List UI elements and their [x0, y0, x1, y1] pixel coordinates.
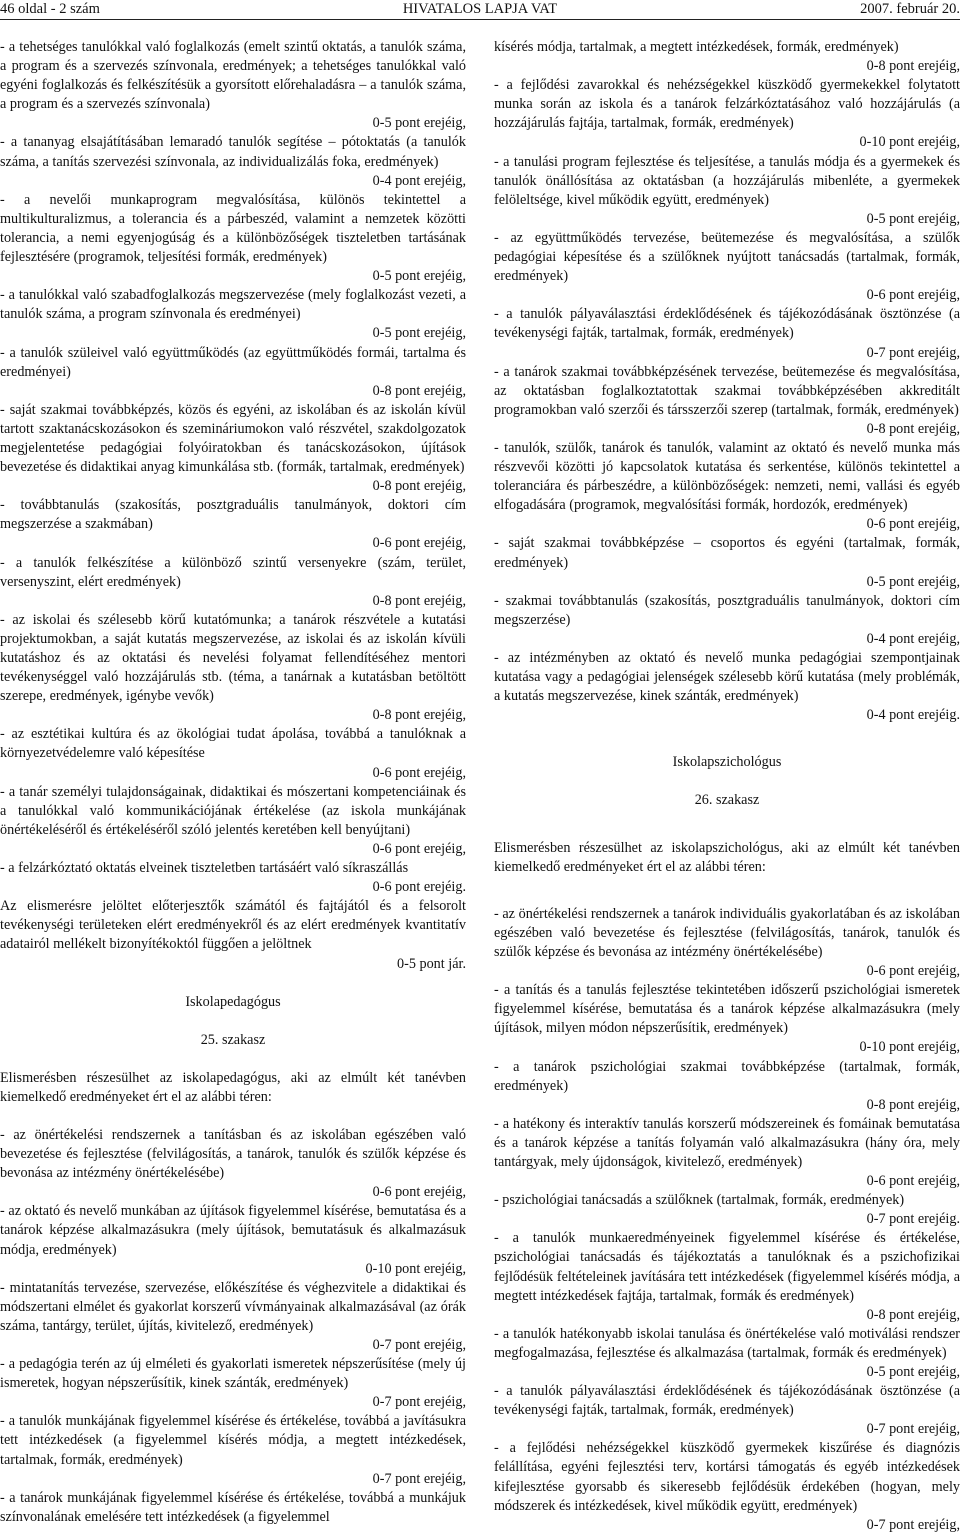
paragraph-text: kísérés módja, tartalmak, a megtett intézkedések, formák, eredmények) [494, 39, 899, 55]
spacer [494, 772, 960, 791]
paragraph [0, 1355, 466, 1412]
points-value: 0-7 pont erejéig, [866, 344, 960, 361]
paragraph-text: - mintatanítás tervezése, szervezése, előkészítése és véghezvitele a didaktikai és módszertani elmélet és gyakorlat korszerű vívmányainak alkalmazásával (az órák száma, tantárgy, terület, újítás, kivitelező, eredmények) [0, 1279, 466, 1334]
paragraph [494, 1229, 960, 1324]
paragraph-text: - a tanulók munkaeredményeinek figyelemmel kísérése és értékelése, pszichológiai tanácsadás és tájékoztatás a tanulóknak és a pszichofizikai fejlődésük feltételeinek javítására tett intézkedések (figyelemmel kísérés módja, a megtett intézkedések fajtája, tartalmak, formák és eredmények) [494, 1230, 960, 1304]
paragraph [494, 649, 960, 725]
paragraph [0, 725, 466, 782]
paragraph-text: - továbbtanulás (szakosítás, posztgraduális tanulmányok, doktori cím megszerzése a szakmában) [0, 497, 466, 533]
paragraph-text: - az iskolai és szélesebb körű kutatómunka; a tanárok részvétele a kutatási projektumokban, a saját kutatás megszervezése, az iskolai és az iskolán kívüli kutatáshoz és az oktatási és nevelési folyamat fellendítéséhez mentori tevékenységgel való hozzájárulás stb. (téma, a tanárnak a kutatásban betöltött szerepe, eredmények, igénybe vevők) [0, 611, 466, 705]
paragraph-text: - az önértékelési rendszernek a tanárok individuális gyakorlatában és az iskolában egészében való bevezetése és fejlesztése (felvilágosítás, tanárok, tanulók és szülők képzése és bevonása az intézmény önértékelésébe) [494, 905, 960, 960]
points-value: 0-5 pont erejéig, [372, 115, 466, 132]
points-value: 0-8 pont erejéig, [372, 592, 466, 609]
points-value: 0-5 pont erejéig, [372, 325, 466, 342]
paragraph-text: - a tanárok szakmai továbbképzésének tervezése, beütemezése és megvalósítása, az oktatásban foglalkoztatottak szakmai továbbképzésében akkreditált programokban való szerzői és társszerzői szerep (tartalmak, formák, eredmények) [494, 363, 960, 418]
paragraph [494, 1191, 960, 1229]
paragraph-text: - a tanulók munkájának figyelemmel kísérése és értékelése, továbbá a javításukra tett intézkedések (a figyelemmel kísérés módja, a megtett intézkedések, tartalmak, formák, eredmények) [0, 1413, 466, 1468]
paragraph [494, 439, 960, 534]
paragraph [0, 611, 466, 726]
paragraph-text: Elismerésben részesülhet az iskolapedagógus, aki az elmúlt két tanévben kiemelkedő eredményeket ért el az alábbi téren: [0, 1069, 466, 1105]
points-value: 0-10 pont erejéig, [859, 134, 960, 151]
points-value: 0-8 pont erejéig, [372, 478, 466, 495]
paragraph [494, 1382, 960, 1439]
points-value: 0-10 pont erejéig, [365, 1260, 466, 1277]
paragraph-text: - a tanulási program fejlesztése és teljesítése, a tanulás módja és a gyermekek és tanulók önállósítása az oktatásban (a hozzájárulás mibenléte, a gyermekek felöleltsége, kivel működik együtt, eredmények) [494, 153, 960, 208]
paragraph-text: - a tanítás és a tanulás fejlesztése tekintetében időszerű pszichológiai ismeretek figyelemmel kísérése, bemutatása és a tanárok képzése alkalmazásukra (mely újítások, milyen módon népszerűsítik, eredmények) [494, 982, 960, 1037]
paragraph [0, 1489, 466, 1527]
spacer [494, 725, 960, 753]
points-value: 0-4 pont erejéig. [866, 707, 960, 724]
paragraph [494, 905, 960, 981]
paragraph-text: - a felzárkóztató oktatás elveinek tiszteletben tartásáért való síkraszállás [0, 860, 409, 877]
paragraph [0, 133, 466, 190]
points-value: 0-5 pont erejéig, [372, 268, 466, 285]
header-rule [0, 19, 960, 20]
paragraph [494, 305, 960, 362]
spacer [494, 877, 960, 905]
left-column [0, 38, 466, 1527]
section-heading: 26. szakasz [694, 792, 760, 809]
paragraph-text: - a fejlődési zavarokkal és nehézségekkel küszködő gyermekekkel folytatott munka során az iskola és a tanárok felzárkóztatásához való hozzájárulás (a hozzájárulás fajtája, tartalmak, formák, eredmények) [494, 77, 960, 132]
paragraph [494, 981, 960, 1057]
paragraph [0, 897, 466, 973]
points-value: 0-8 pont erejéig, [372, 382, 466, 399]
paragraph [494, 38, 960, 76]
paragraph [0, 496, 466, 553]
paragraph [494, 1058, 960, 1115]
points-value: 0-5 pont erejéig, [866, 573, 960, 590]
paragraph [494, 363, 960, 439]
paragraph-text: - az oktató és nevelő munkában az újítások figyelemmel kísérése, bemutatása és a tanárok képzése alkalmazásukra (mely újítások, bemutatásuk és alkalmazásuk módja, eredmények) [0, 1203, 466, 1258]
paragraph [494, 534, 960, 591]
paragraph [0, 859, 466, 897]
section-heading: Iskolapedagógus [185, 993, 281, 1010]
points-value: 0-7 pont erejéig, [372, 1337, 466, 1353]
paragraph-text: - a tanulók szüleivel való együttműködés (az együttműködés formái, tartalma és eredményei) [0, 344, 466, 380]
paragraph [0, 554, 466, 611]
paragraph [0, 286, 466, 343]
points-value: 0-6 pont erejéig, [866, 963, 960, 980]
points-value: 0-6 pont erejéig, [372, 764, 466, 781]
points-value: 0-7 pont erejéig, [372, 1394, 466, 1411]
points-value: 0-6 pont erejéig, [372, 1184, 466, 1201]
section-heading: Iskolapszichológus [672, 754, 782, 771]
paragraph-text: - az esztétikai kultúra és az ökológiai tudat ápolása, továbbá a tanulóknak a környezetvédelemre való képesítése [0, 726, 466, 762]
spacer [0, 974, 466, 993]
points-value: 0-6 pont erejéig, [372, 840, 466, 857]
paragraph-text: Az elismerésre jelöltet előterjesztők számától és fajtájától és a felsorolt tevékenységi területeken elért eredményekről és az elért eredmények kvantitatív adatairól mellékelt bizonyítékoktól függően a jelöltnek [0, 898, 466, 953]
publication-title: HIVATALOS LAPJA VAT [402, 1, 558, 17]
paragraph-text: - az intézményben az oktató és nevelő munka pedagógiai szempontjainak kutatása vagy a pedagógiai jelenségek szélesebb körű kutatása (mely problémák, a kutatás megszervezése, kinek szánták, eredmények) [494, 650, 960, 705]
paragraph-text: - a nevelői munkaprogram megvalósítása, különös tekintettel a multikulturalizmus, a tolerancia és a párbeszéd, valamint a nemzetek közötti tolerancia, a nemi egyenjogúság és a különbözőségek tiszteletben tartásának fejlesztésére (programok, teljesítési formák, eredmények) [0, 191, 466, 266]
points-value: 0-4 pont erejéig, [372, 172, 466, 189]
paragraph-text: - a tanulók hatékonyabb iskolai tanulása és önértékelése való motiválási rendszer megfogalmazása, fejlesztése és alkalmazása (tartalmak, formák és eredmények) [494, 1325, 960, 1361]
paragraph [494, 229, 960, 305]
points-value: 0-6 pont erejéig, [372, 535, 466, 552]
points-value: 0-5 pont jár. [397, 955, 466, 972]
right-column [494, 38, 960, 1535]
points-value: 0-8 pont erejéig, [866, 58, 960, 75]
paragraph [0, 344, 466, 401]
paragraph [494, 76, 960, 152]
page-number: 46 oldal - 2 szám [0, 1, 100, 17]
paragraph-text: - a tanár személyi tulajdonságainak, didaktikai és mószertani kompetenciáinak és a tanulókkal való kommunikációjának értékelése (az iskola munkájának önértékeléséről és értékeléséről szóló jelentés keretében kell benyújtani) [0, 783, 466, 838]
paragraph-text: - az önértékelési rendszernek a tanításban és az iskolában egészében való bevezetése és fejlesztése (felvilágosítás, a tanárok, tanulók és szülők képzése és bevonása az intézmény önértékelésébe) [0, 1126, 466, 1182]
paragraph-text: - a tehetséges tanulókkal való foglalkozás (emelt szintű oktatás, a tanulók száma, a program és a szervezés színvonala, eredmények; a tehetséges tanulókkal való egyéni foglalkozás és felkészítésük a gyorsított előrehaladásra – a tanulók száma, a program és a szervezés színvonala) [0, 39, 466, 113]
section-heading: 25. szakasz [200, 1031, 266, 1048]
points-value: 0-5 pont erejéig, [866, 210, 960, 227]
points-value: 0-8 pont erejéig, [866, 1306, 960, 1323]
paragraph [0, 783, 466, 859]
paragraph-text: - a tanárok pszichológiai szakmai továbbképzése (tartalmak, formák, eredmények) [494, 1058, 960, 1094]
paragraph [494, 592, 960, 649]
paragraph-text: Elismerésben részesülhet az iskolapszichológus, aki az elmúlt két tanévben kiemelkedő eredményeket ért el az alábbi téren: [494, 839, 960, 875]
paragraph-text: - a pedagógia terén az új elméleti és gyakorlati ismeretek népszerűsítése (mely új ismeretek, hogyan népszerűsítik, kinek szánták, eredmények) [0, 1356, 466, 1392]
points-value: 0-7 pont erejéig, [866, 1516, 960, 1533]
paragraph-text: - pszichológiai tanácsadás a szülőknek (tartalmak, formák, eredmények) [494, 1192, 905, 1209]
paragraph [0, 1412, 466, 1488]
points-value: 0-8 pont erejéig, [866, 420, 960, 437]
paragraph [0, 1202, 466, 1278]
paragraph [0, 191, 466, 286]
paragraph-text: - a tanulókkal való szabadfoglalkozás megszervezése (mely foglalkozást vezeti, a tanulók száma, a program színvonala és eredményei) [0, 287, 466, 323]
paragraph-text: - a tanulók pályaválasztási érdeklődésének és tájékozódásának ösztönzése (a tevékenységi fajták, tartalmak, formák, eredmények) [494, 306, 960, 342]
paragraph-text: - a hatékony és interaktív tanulás korszerű módszereinek és fomáinak bemutatása és a tanárok képzése a tanítás folyamán való alkalmazásukra (hány óra, mely tantárgyak, mely újdonságok, kivitelező, eredmények) [494, 1115, 960, 1170]
paragraph-text: - saját szakmai továbbképzés, közös és egyéni, az iskolában és az iskolán kívül tartott szaktanácskozásokon és szemináriumokon való részvétel, szakdolgozatok megjelentetése pedagógiai folyóiratokban és tanácskozásokon, újítások bevezetése és didaktikai anyag kimunkálása stb. (formák, tartalmak, eredmények) [0, 401, 466, 476]
paragraph-text: - a tanulók felkészítése a különböző szintű versenyekre (szám, terület, versenyszint, elért eredmények) [0, 554, 466, 590]
points-value: 0-7 pont erejéig, [866, 1421, 960, 1438]
paragraph [0, 38, 466, 133]
paragraph [494, 1115, 960, 1191]
points-value: 0-5 pont erejéig, [866, 1364, 960, 1380]
paragraph-text: - szakmai továbbtanulás (szakosítás, posztgraduális tanulmányok, doktori cím megszerzése) [494, 592, 960, 628]
points-value: 0-6 pont erejéig, [866, 1173, 960, 1190]
paragraph-text: - saját szakmai továbbképzése – csoportos és egyéni (tartalmak, formák, eredmények) [494, 535, 960, 571]
spacer [0, 1012, 466, 1031]
paragraph-text: - tanulók, szülők, tanárok és tanulók, valamint az oktató és nevelő munka más részvevői közötti jó kapcsolatok kutatása és serkentése, különös tekintettel a toleranciára és párbeszédre, a különbözőségek: nemzeti, nemi, vallási és egyéb elfogadására (programok, megvalósítási formák, hordozók, eredmények) [494, 439, 960, 514]
paragraph [0, 401, 466, 496]
paragraph [494, 1439, 960, 1534]
paragraph-text: - a tanulók pályaválasztási érdeklődésének és tájékozódásának ösztönzése (a tevékenységi fajták, tartalmak, formák, eredmények) [494, 1383, 960, 1419]
paragraph [0, 1279, 466, 1355]
points-value: 0-6 pont erejéig. [372, 879, 466, 896]
spacer [0, 1050, 466, 1069]
points-value: 0-10 pont erejéig, [859, 1039, 960, 1056]
points-value: 0-7 pont erejéig, [372, 1470, 466, 1487]
points-value: 0-6 pont erejéig, [866, 287, 960, 304]
spacer [0, 1107, 466, 1126]
paragraph [0, 1069, 466, 1107]
points-value: 0-8 pont erejéig, [372, 707, 466, 724]
paragraph [494, 153, 960, 229]
points-value: 0-8 pont erejéig, [866, 1096, 960, 1113]
paragraph [494, 839, 960, 877]
paragraph-text: - a fejlődési nehézségekkel küszködő gyermekek kiszűrése és diagnózis felállítása, egyéni fejlesztési terv, kortársi támogatás és egyéb intézkedések kifejlesztése gyorsabb és sikeresebb fejlődésük érdekében (hogyan, mely módszerek és intézkedések, kivel működik együtt, eredmények) [494, 1440, 960, 1514]
paragraph-text: - a tanárok munkájának figyelemmel kísérése és értékelése, továbbá a munkájuk színvonalának emelésére tett intézkedések (a figyelemmel [0, 1489, 466, 1525]
paragraph [494, 1325, 960, 1382]
publication-date: 2007. február 20. [860, 1, 960, 17]
points-value: 0-6 pont erejéig, [866, 516, 960, 533]
paragraph-text: - az együttműködés tervezése, beütemezése és megvalósítása, a szülők pedagógiai képesítése és a szülőknek nyújtott tanácsadás (tartalmak, formák, eredmények) [494, 229, 960, 285]
points-value: 0-7 pont erejéig. [866, 1211, 960, 1228]
paragraph-text: - a tananyag elsajátításában lemaradó tanulók segítése – pótoktatás (a tanulók száma, a tanítás szervezési színvonala, az individualizálás foka, eredmények) [0, 134, 466, 170]
paragraph [0, 1126, 466, 1202]
points-value: 0-4 pont erejéig, [866, 630, 960, 647]
spacer [494, 811, 960, 839]
